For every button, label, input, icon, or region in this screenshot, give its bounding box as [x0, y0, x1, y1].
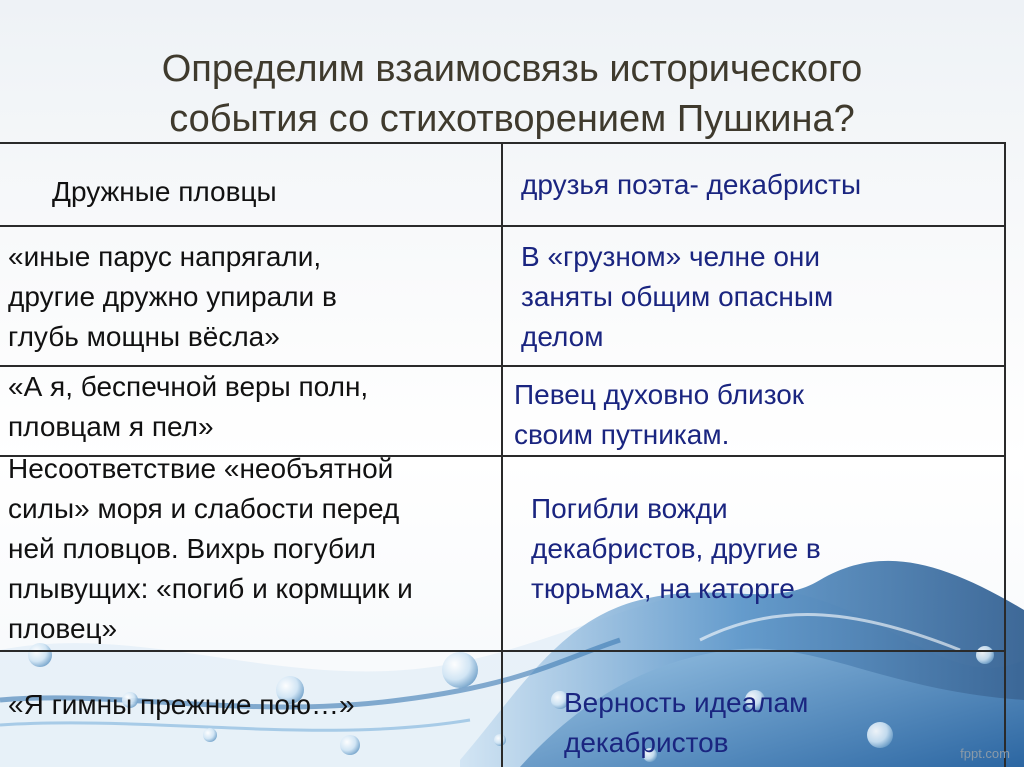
row-5-left-line-1: «Я гимны прежние пою…»	[8, 689, 355, 720]
row-1-right-line-1: друзья поэта- декабристы	[521, 169, 862, 200]
row-4-left-cell	[8, 449, 501, 649]
row-3-right-line-1: Певец духовно близок	[514, 379, 805, 410]
table-right-border	[1004, 142, 1006, 767]
row-2-left-cell	[8, 237, 337, 357]
row-3-right-line-2: своим путникам.	[514, 419, 730, 450]
row-4-left-line-4: плывущих: «погиб и кормщик и	[8, 573, 413, 604]
row-2-right-line-3: делом	[521, 321, 604, 352]
row-divider-4	[0, 650, 1006, 652]
row-2-right-line-1: В «грузном» челне они	[521, 241, 821, 272]
row-3-left-line-2: пловцам я пел»	[8, 411, 214, 442]
watermark: fppt.com	[960, 746, 1010, 761]
row-2-right-line-2: заняты общим опасным	[521, 281, 834, 312]
table-top-border	[0, 142, 1006, 144]
row-4-left-line-5: пловец»	[8, 613, 118, 644]
row-5-right-line-2: декабристов	[564, 727, 729, 758]
row-4-left-line-3: ней пловцов. Вихрь погубил	[8, 533, 376, 564]
row-5-right-cell	[564, 683, 808, 763]
row-5-left-cell	[8, 685, 355, 725]
row-5-right-line-1: Верность идеалам	[564, 687, 809, 718]
row-4-right-line-3: тюрьмах, на каторге	[531, 573, 795, 604]
row-1-right-cell	[521, 165, 861, 205]
row-1-left-line-1: Дружные пловцы	[52, 176, 277, 207]
row-3-right-cell	[514, 375, 804, 455]
row-2-left-line-1: «иные парус напрягали,	[8, 241, 322, 272]
slide-title-line-2: события со стихотворением Пушкина?	[169, 98, 855, 140]
row-4-left-line-2: силы» моря и слабости перед	[8, 493, 400, 524]
row-4-right-cell	[531, 489, 821, 609]
row-2-left-line-3: глубь мощны вёсла»	[8, 321, 280, 352]
row-2-right-cell	[521, 237, 833, 357]
row-2-left-line-2: другие дружно упирали в	[8, 281, 337, 312]
row-4-left-line-1: Несоответствие «необъятной	[8, 453, 394, 484]
row-4-right-line-1: Погибли вожди	[531, 493, 728, 524]
slide-title-line-1: Определим взаимосвязь исторического	[161, 48, 863, 90]
row-1-left-cell	[52, 172, 277, 212]
column-divider	[501, 142, 503, 767]
row-divider-1	[0, 225, 1006, 227]
row-3-left-line-1: «А я, беспечной веры полн,	[8, 371, 369, 402]
row-3-left-cell	[8, 367, 368, 447]
row-4-right-line-2: декабристов, другие в	[531, 533, 821, 564]
